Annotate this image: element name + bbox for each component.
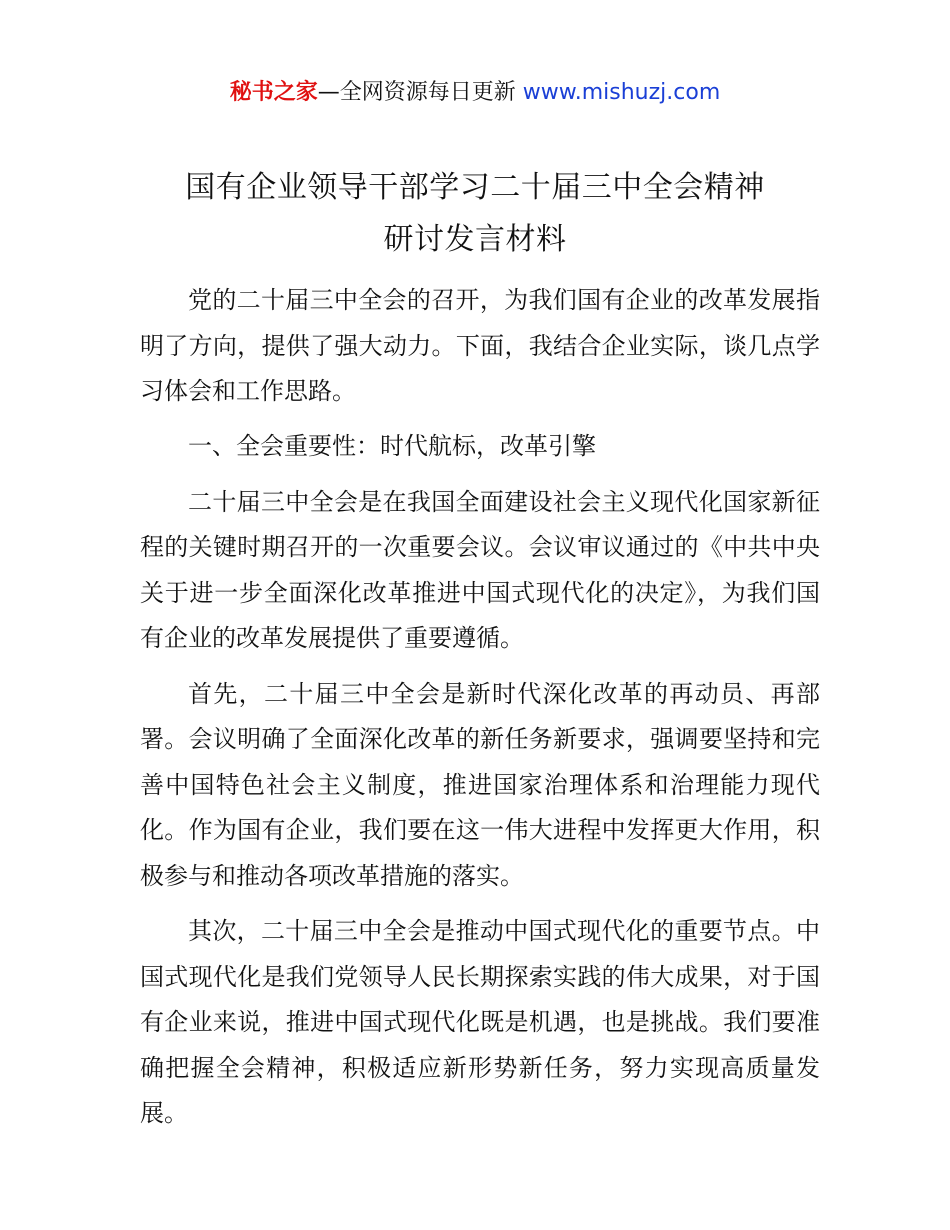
paragraph-second-point: 其次，二十届三中全会是推动中国式现代化的重要节点。中国式现代化是我们党领导人民长期探索实践的伟大成果，对于国有企业来说，推进中国式现代化既是机遇，也是挑战。我们要准确把握全会精神，积极适应新形势新任务，努力实现高质量发展。	[140, 917, 820, 1128]
paragraph-meeting-overview: 二十届三中全会是在我国全面建设社会主义现代化国家新征程的关键时期召开的一次重要会议。会议审议通过的《中共中央关于进一步全面深化改革推进中国式现代化的决定》，为我们国有企业的改革发展提供了重要遵循。	[140, 487, 820, 653]
paragraph-intro: 党的二十届三中全会的召开，为我们国有企业的改革发展指明了方向，提供了强大动力。下面，我结合企业实际，谈几点学习体会和工作思路。	[140, 286, 820, 406]
document-body	[140, 278, 820, 1147]
document-title-line-1: 国有企业领导干部学习二十届三中全会精神	[185, 170, 765, 205]
section-heading-1: 一、全会重要性：时代航标，改革引擎	[188, 432, 596, 461]
header-tagline: —全网资源每日更新	[317, 80, 523, 105]
document-title-line-2: 研讨发言材料	[383, 222, 567, 257]
site-url-link[interactable]: www.mishuzj.com	[522, 80, 721, 105]
brand-name: 秘书之家	[229, 80, 318, 105]
site-header	[0, 78, 950, 108]
paragraph-first-point: 首先，二十届三中全会是新时代深化改革的再动员、再部署。会议明确了全面深化改革的新任务新要求，强调要坚持和完善中国特色社会主义制度，推进国家治理体系和治理能力现代化。作为国有企业，我们要在这一伟大进程中发挥更大作用，积极参与和推动各项改革措施的落实。	[140, 679, 820, 890]
